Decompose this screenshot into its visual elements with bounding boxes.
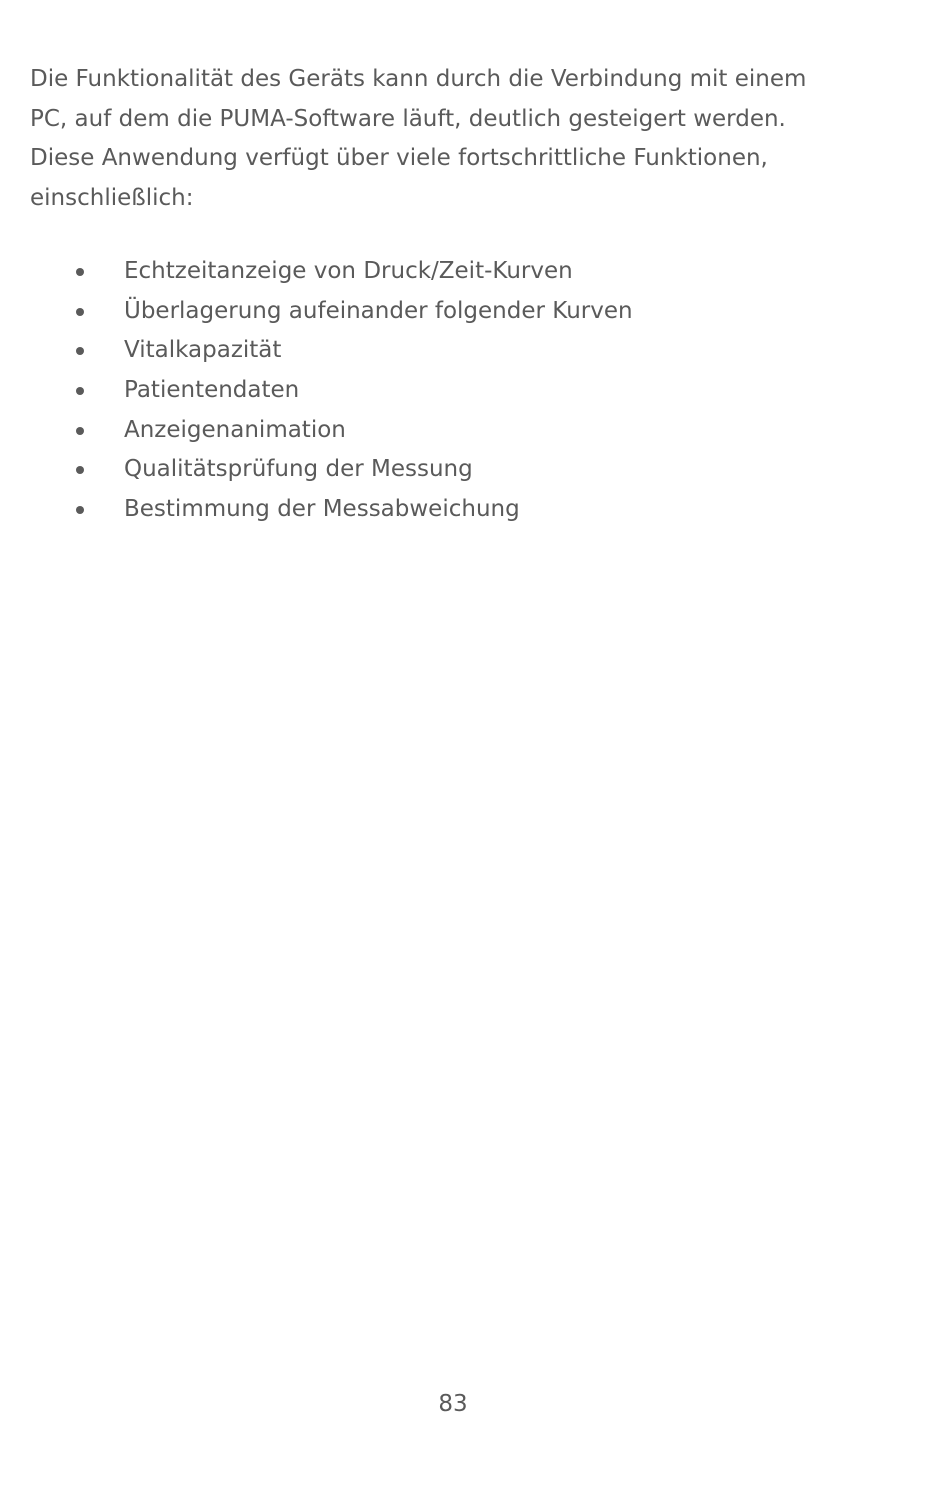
bullet-icon: [76, 466, 84, 474]
list-item-text: Überlagerung aufeinander folgender Kurven: [124, 297, 633, 324]
bullet-icon: [76, 387, 84, 395]
list-item-text: Vitalkapazität: [124, 337, 282, 364]
intro-line: PC, auf dem die PUMA-Software läuft, deutlich gesteigert werden.: [30, 105, 786, 132]
bullet-icon: [76, 347, 84, 355]
list-item-text: Bestimmung der Messabweichung: [124, 496, 520, 523]
intro-line: Diese Anwendung verfügt über viele fortschrittliche Funktionen,: [30, 145, 768, 172]
bullet-icon: [76, 308, 84, 316]
bullet-icon: [76, 427, 84, 435]
list-item-text: Patientendaten: [124, 377, 300, 404]
intro-paragraph: [30, 60, 910, 219]
intro-line: Die Funktionalität des Geräts kann durch die Verbindung mit einem: [30, 66, 807, 92]
bullet-icon: [76, 506, 84, 514]
list-item-text: Anzeigenanimation: [124, 416, 346, 443]
list-item-text: Qualitätsprüfung der Messung: [124, 456, 473, 483]
intro-line: einschließlich:: [30, 185, 194, 212]
page-number: 83: [438, 1391, 468, 1417]
list-item-text: Echtzeitanzeige von Druck/Zeit-Kurven: [124, 258, 573, 284]
bullet-icon: [76, 268, 84, 276]
